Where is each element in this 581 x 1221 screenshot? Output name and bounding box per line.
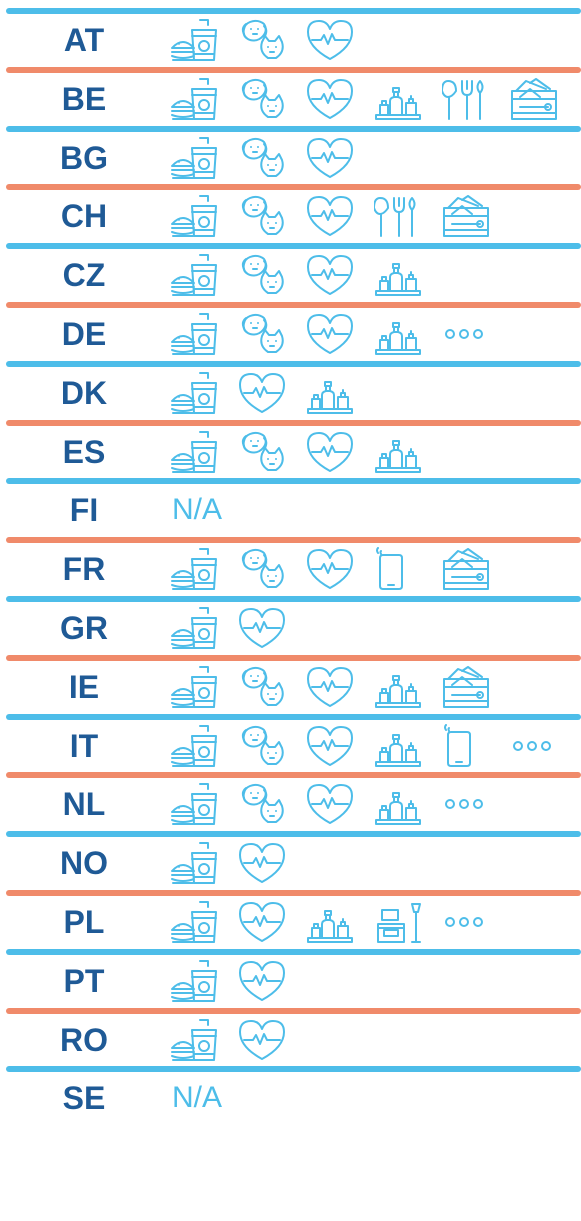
country-row: [0, 248, 581, 302]
more-icon: [442, 777, 510, 831]
health-icon: [306, 425, 374, 479]
category-icons: [170, 425, 442, 479]
pets-icon: [238, 131, 306, 185]
country-code: GR: [60, 609, 108, 646]
pets-icon: [238, 248, 306, 302]
cosmetics-icon: [374, 248, 442, 302]
country-code: IT: [69, 727, 99, 764]
food-drink-icon: [170, 425, 238, 479]
category-icons: [170, 248, 442, 302]
category-icons: [170, 131, 374, 185]
country-row: [0, 777, 581, 831]
country-code: SE: [62, 1079, 106, 1116]
country-row: [0, 483, 581, 537]
toolbox-icon: [510, 72, 578, 126]
country-row: [0, 836, 581, 890]
category-icons: [170, 836, 306, 890]
food-drink-icon: [170, 131, 238, 185]
health-icon: [238, 836, 306, 890]
cosmetics-icon: [374, 660, 442, 714]
more-icon: [442, 307, 510, 361]
category-icons: [170, 13, 374, 67]
country-row: [0, 601, 581, 655]
country-row: [0, 425, 581, 479]
country-code: IE: [68, 668, 100, 705]
pets-icon: [238, 189, 306, 243]
cosmetics-icon: [374, 425, 442, 479]
food-drink-icon: [170, 954, 238, 1008]
country-row: [0, 719, 581, 773]
country-row: [0, 1013, 581, 1067]
cosmetics-icon: [306, 366, 374, 420]
country-row: [0, 1071, 581, 1125]
food-drink-icon: [170, 777, 238, 831]
country-code: NL: [62, 785, 106, 822]
health-icon: [306, 542, 374, 596]
not-available-label: N/A: [172, 1081, 223, 1114]
country-row: [0, 189, 581, 243]
food-drink-icon: [170, 72, 238, 126]
country-code: PT: [63, 962, 105, 999]
food-drink-icon: [170, 601, 238, 655]
category-icons: [170, 660, 510, 714]
health-icon: [306, 660, 374, 714]
country-row: [0, 895, 581, 949]
category-icons: [170, 483, 222, 537]
category-icons: [170, 1071, 222, 1125]
country-code: DK: [60, 374, 108, 411]
category-icons: [170, 895, 510, 949]
pets-icon: [238, 13, 306, 67]
country-code: PL: [63, 903, 105, 940]
country-code: CH: [60, 197, 108, 234]
health-icon: [306, 72, 374, 126]
food-drink-icon: [170, 895, 238, 949]
country-row: [0, 366, 581, 420]
category-icons: [170, 366, 374, 420]
more-icon: [510, 719, 578, 773]
smartphone-icon: [442, 719, 510, 773]
cosmetics-icon: [374, 719, 442, 773]
health-icon: [306, 248, 374, 302]
food-drink-icon: [170, 719, 238, 773]
smartphone-icon: [374, 542, 442, 596]
food-drink-icon: [170, 366, 238, 420]
country-row: [0, 13, 581, 67]
country-code: FR: [62, 550, 106, 587]
category-icons: [170, 719, 578, 773]
pets-icon: [238, 777, 306, 831]
pets-icon: [238, 719, 306, 773]
health-icon: [306, 189, 374, 243]
pets-icon: [238, 307, 306, 361]
toolbox-icon: [442, 189, 510, 243]
pets-icon: [238, 542, 306, 596]
more-icon: [442, 895, 510, 949]
food-drink-icon: [170, 13, 238, 67]
country-code: CZ: [62, 256, 106, 293]
garden-tools-icon: [374, 189, 442, 243]
category-icons: [170, 1013, 306, 1067]
not-available-label: N/A: [172, 493, 223, 526]
food-drink-icon: [170, 307, 238, 361]
category-icons: [170, 777, 510, 831]
country-row: [0, 72, 581, 126]
cosmetics-icon: [374, 777, 442, 831]
food-drink-icon: [170, 542, 238, 596]
health-icon: [306, 307, 374, 361]
category-icons: [170, 189, 510, 243]
food-drink-icon: [170, 1013, 238, 1067]
country-code: NO: [60, 844, 108, 881]
country-code: RO: [60, 1021, 108, 1058]
category-icons: [170, 601, 306, 655]
food-drink-icon: [170, 660, 238, 714]
toolbox-icon: [442, 542, 510, 596]
country-code: BE: [61, 80, 107, 117]
furniture-icon: [374, 895, 442, 949]
country-row: [0, 307, 581, 361]
country-code: AT: [63, 21, 105, 58]
country-row: [0, 131, 581, 185]
country-code: BG: [60, 139, 108, 176]
country-row: [0, 542, 581, 596]
country-row: [0, 954, 581, 1008]
food-drink-icon: [170, 836, 238, 890]
health-icon: [306, 719, 374, 773]
cosmetics-icon: [306, 895, 374, 949]
toolbox-icon: [442, 660, 510, 714]
category-icons: [170, 542, 510, 596]
pets-icon: [238, 660, 306, 714]
food-drink-icon: [170, 189, 238, 243]
cosmetics-icon: [374, 72, 442, 126]
category-icons: [170, 307, 510, 361]
country-row: [0, 660, 581, 714]
country-code: ES: [62, 433, 106, 470]
pets-icon: [238, 72, 306, 126]
health-icon: [238, 1013, 306, 1067]
health-icon: [238, 954, 306, 1008]
health-icon: [238, 601, 306, 655]
health-icon: [238, 366, 306, 420]
health-icon: [306, 777, 374, 831]
category-icons: [170, 72, 578, 126]
pets-icon: [238, 425, 306, 479]
cosmetics-icon: [374, 307, 442, 361]
country-code: DE: [61, 315, 107, 352]
food-drink-icon: [170, 248, 238, 302]
health-icon: [306, 131, 374, 185]
health-icon: [306, 13, 374, 67]
health-icon: [238, 895, 306, 949]
garden-tools-icon: [442, 72, 510, 126]
category-icons: [170, 954, 306, 1008]
country-code: FI: [69, 491, 99, 528]
